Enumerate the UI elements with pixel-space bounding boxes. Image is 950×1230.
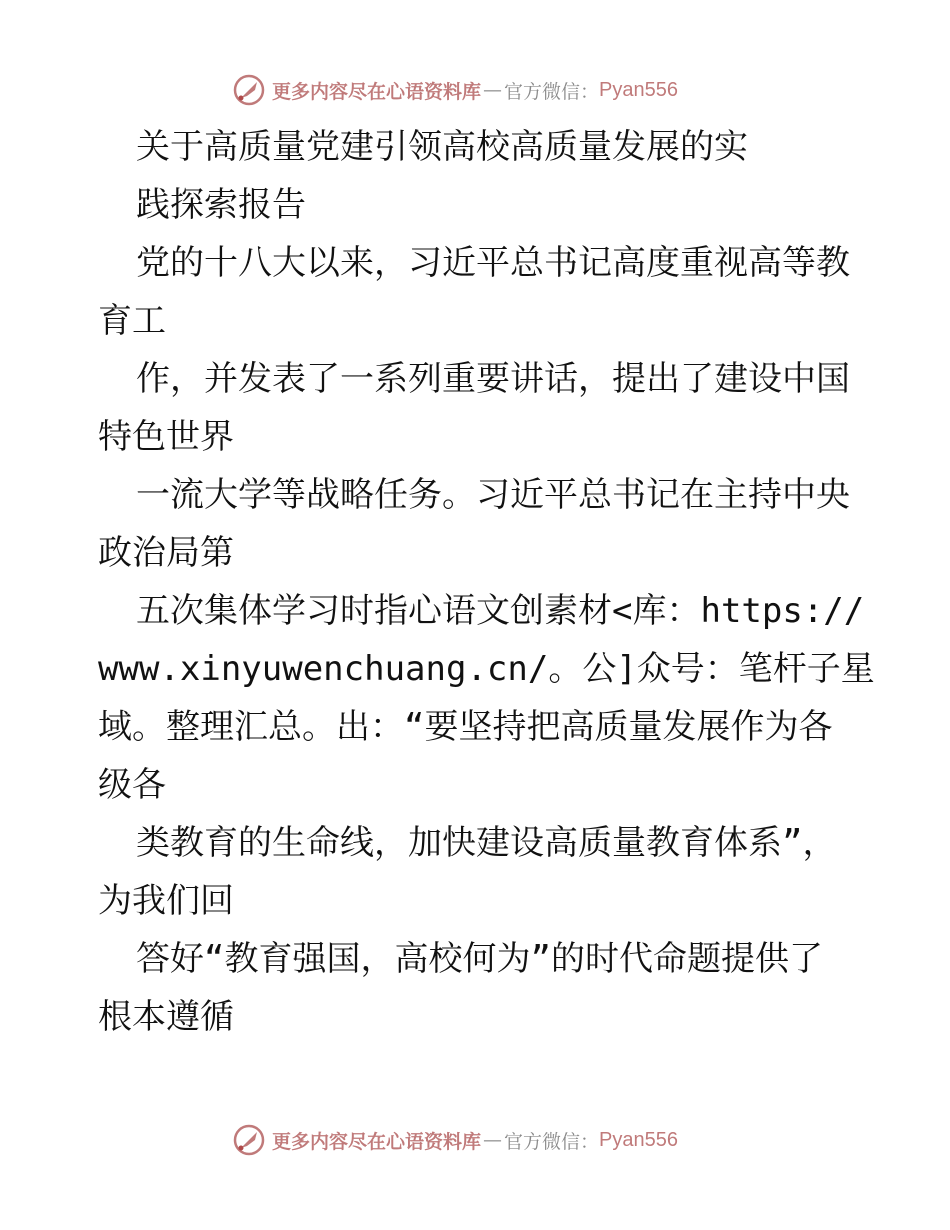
banner-dash: —: [483, 79, 503, 101]
quill-pen-logo-icon: [232, 1123, 266, 1157]
text-line: 作，并发表了一系列重要讲话，提出了建设中国: [136, 359, 850, 399]
banner-wechat-label: 官方微信：: [504, 80, 600, 103]
banner-wechat-id: Pyan556: [599, 78, 678, 101]
text-line: 域。整理汇总。出：“要坚持把高质量发展作为各: [98, 707, 833, 747]
banner-slogan: 更多内容尽在心语资料库: [272, 80, 482, 103]
footer-banner: [232, 1120, 678, 1160]
text-line: 根本遵循: [98, 997, 234, 1037]
text-line: 类教育的生命线，加快建设高质量教育体系”，: [136, 823, 837, 863]
text-line: 党的十八大以来，习近平总书记高度重视高等教: [136, 243, 850, 283]
text-line: 答好“教育强国，高校何为”的时代命题提供了: [136, 939, 823, 979]
text-line: 为我们回: [98, 881, 234, 921]
text-line: 践探索报告: [136, 185, 306, 225]
document-body: [98, 118, 875, 1046]
text-line: 育工: [98, 301, 166, 341]
header-banner: [232, 70, 678, 110]
text-line: www.xinyuwenchuang.cn/。公]众号：笔杆子星: [98, 649, 875, 689]
banner-slogan: 更多内容尽在心语资料库: [272, 1130, 482, 1153]
quill-pen-logo-icon: [232, 73, 266, 107]
text-line: 一流大学等战略任务。习近平总书记在主持中央: [136, 475, 850, 515]
text-line: 政治局第: [98, 533, 234, 573]
text-line: 级各: [98, 765, 166, 805]
text-line: 特色世界: [98, 417, 234, 457]
banner-wechat-label: 官方微信：: [504, 1130, 600, 1153]
banner-wechat-id: Pyan556: [599, 1128, 678, 1151]
banner-dash: —: [483, 1129, 503, 1151]
text-line: 关于高质量党建引领高校高质量发展的实: [136, 127, 748, 167]
text-line: 五次集体学习时指心语文创素材<库：https://: [136, 591, 865, 631]
